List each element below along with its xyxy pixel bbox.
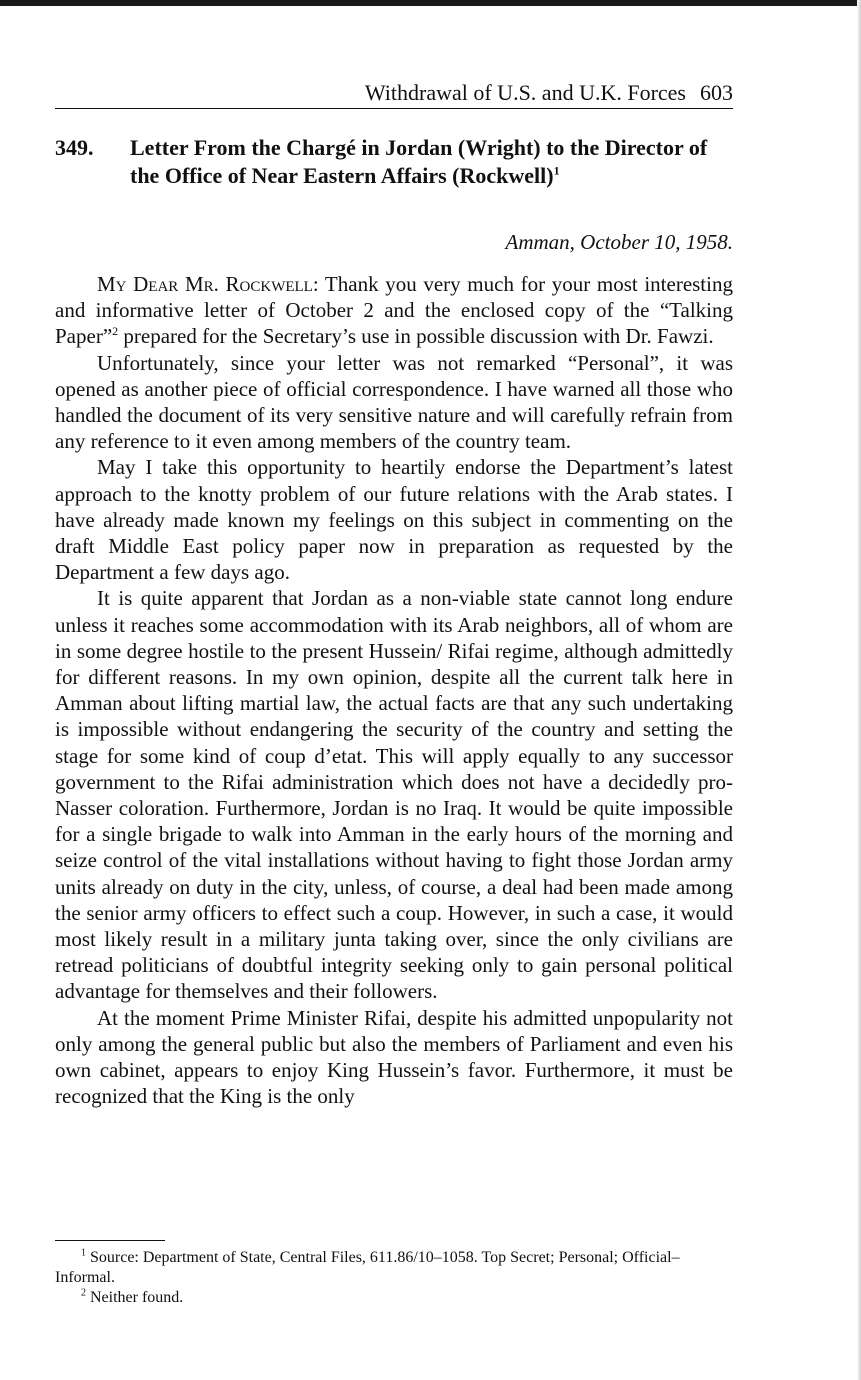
document-title [130,134,733,190]
salutation: My Dear Mr. Rockwell: [97,272,319,296]
footnote-2-text: Neither found. [86,1289,184,1306]
page-number: 603 [700,80,733,105]
footnote-ref-2: 2 [112,324,119,339]
document-heading [55,134,733,190]
document-title-text: Letter From the Chargé in Jordan (Wright) to the Director of the Office of Near Eastern Affairs (Rockwell) [130,135,708,188]
paragraph-1-text-b: prepared for the Secretary’s use in possible discussion with Dr. Fawzi. [118,324,714,349]
footnote-rule [55,1240,165,1241]
paragraph-5: At the moment Prime Minister Rifai, despite his admitted unpopularity not only among the general public but also the members of Parliament and even his own cabinet, appears to enjoy King Hussein’s favor. Furthermore, it must be recognized that the King is the only [55,1005,733,1109]
footnote-2 [55,1288,733,1308]
paragraph-4: It is quite apparent that Jordan as a non-viable state cannot long endure unless it reaches some accommodation with its Arab neighbors, all of whom are in some degree hostile to the present Hussein/ Rifai regime, although admittedly for different reasons. In my own opinion, despite all the current talk here in Amman about lifting martial law, the actual facts are that any such undertaking is impossible without endangering the security of the country and setting the stage for some kind of coup d’etat. This will apply equally to any successor government to the Rifai administration which does not have a decidedly pro-Nasser coloration. Furthermore, Jordan is no Iraq. It would be quite impossible for a single brigade to walk into Amman in the early hours of the morning and seize control of the vital installations without having to fight those Jordan army units already on duty in the city, unless, of course, a deal had been made among the senior army officers to effect such a coup. However, in such a case, it would most likely result in a military junta taking over, since the only civilians are retread politicians of doubtful integrity seeking only to gain personal political advantage for themselves and their followers. [55,586,733,1004]
paragraph-1 [55,271,733,350]
paragraph-3: May I take this opportunity to heartily endorse the Department’s latest approach to the knotty problem of our future relations with the Arab states. I have already made known my feelings on this subject in commenting on the draft Middle East policy paper now in preparation as requested by the Department a few days ago. [55,455,733,585]
footnote-1-text: Source: Department of State, Central Files, 611.86/10–1058. Top Secret; Personal; Official–Informal. [55,1249,680,1286]
dateline: Amman, October 10, 1958. [505,230,733,254]
page-top-edge [0,0,861,6]
footnotes [55,1248,733,1308]
document-number: 349. [55,135,94,160]
footnote-ref-1: 1 [553,163,560,178]
paragraph-2: Unfortunately, since your letter was not remarked “Personal”, it was opened as another piece of official correspondence. I have warned all those who handled the document of its very sensitive nature and will carefully refrain from any reference to it even among members of the country team. [55,350,733,454]
footnote-2-marker: 2 [81,1287,86,1299]
footnote-1 [55,1248,733,1288]
letter-body [55,271,733,1110]
running-head [55,78,733,109]
page-right-edge [857,0,861,1380]
footnote-1-marker: 1 [81,1247,86,1259]
running-head-title: Withdrawal of U.S. and U.K. Forces [364,80,686,105]
paragraph-1-text-a: Thank you very much for your most interesting and informative letter of October 2 and the enclosed copy of the “Talking Paper” [55,272,733,349]
